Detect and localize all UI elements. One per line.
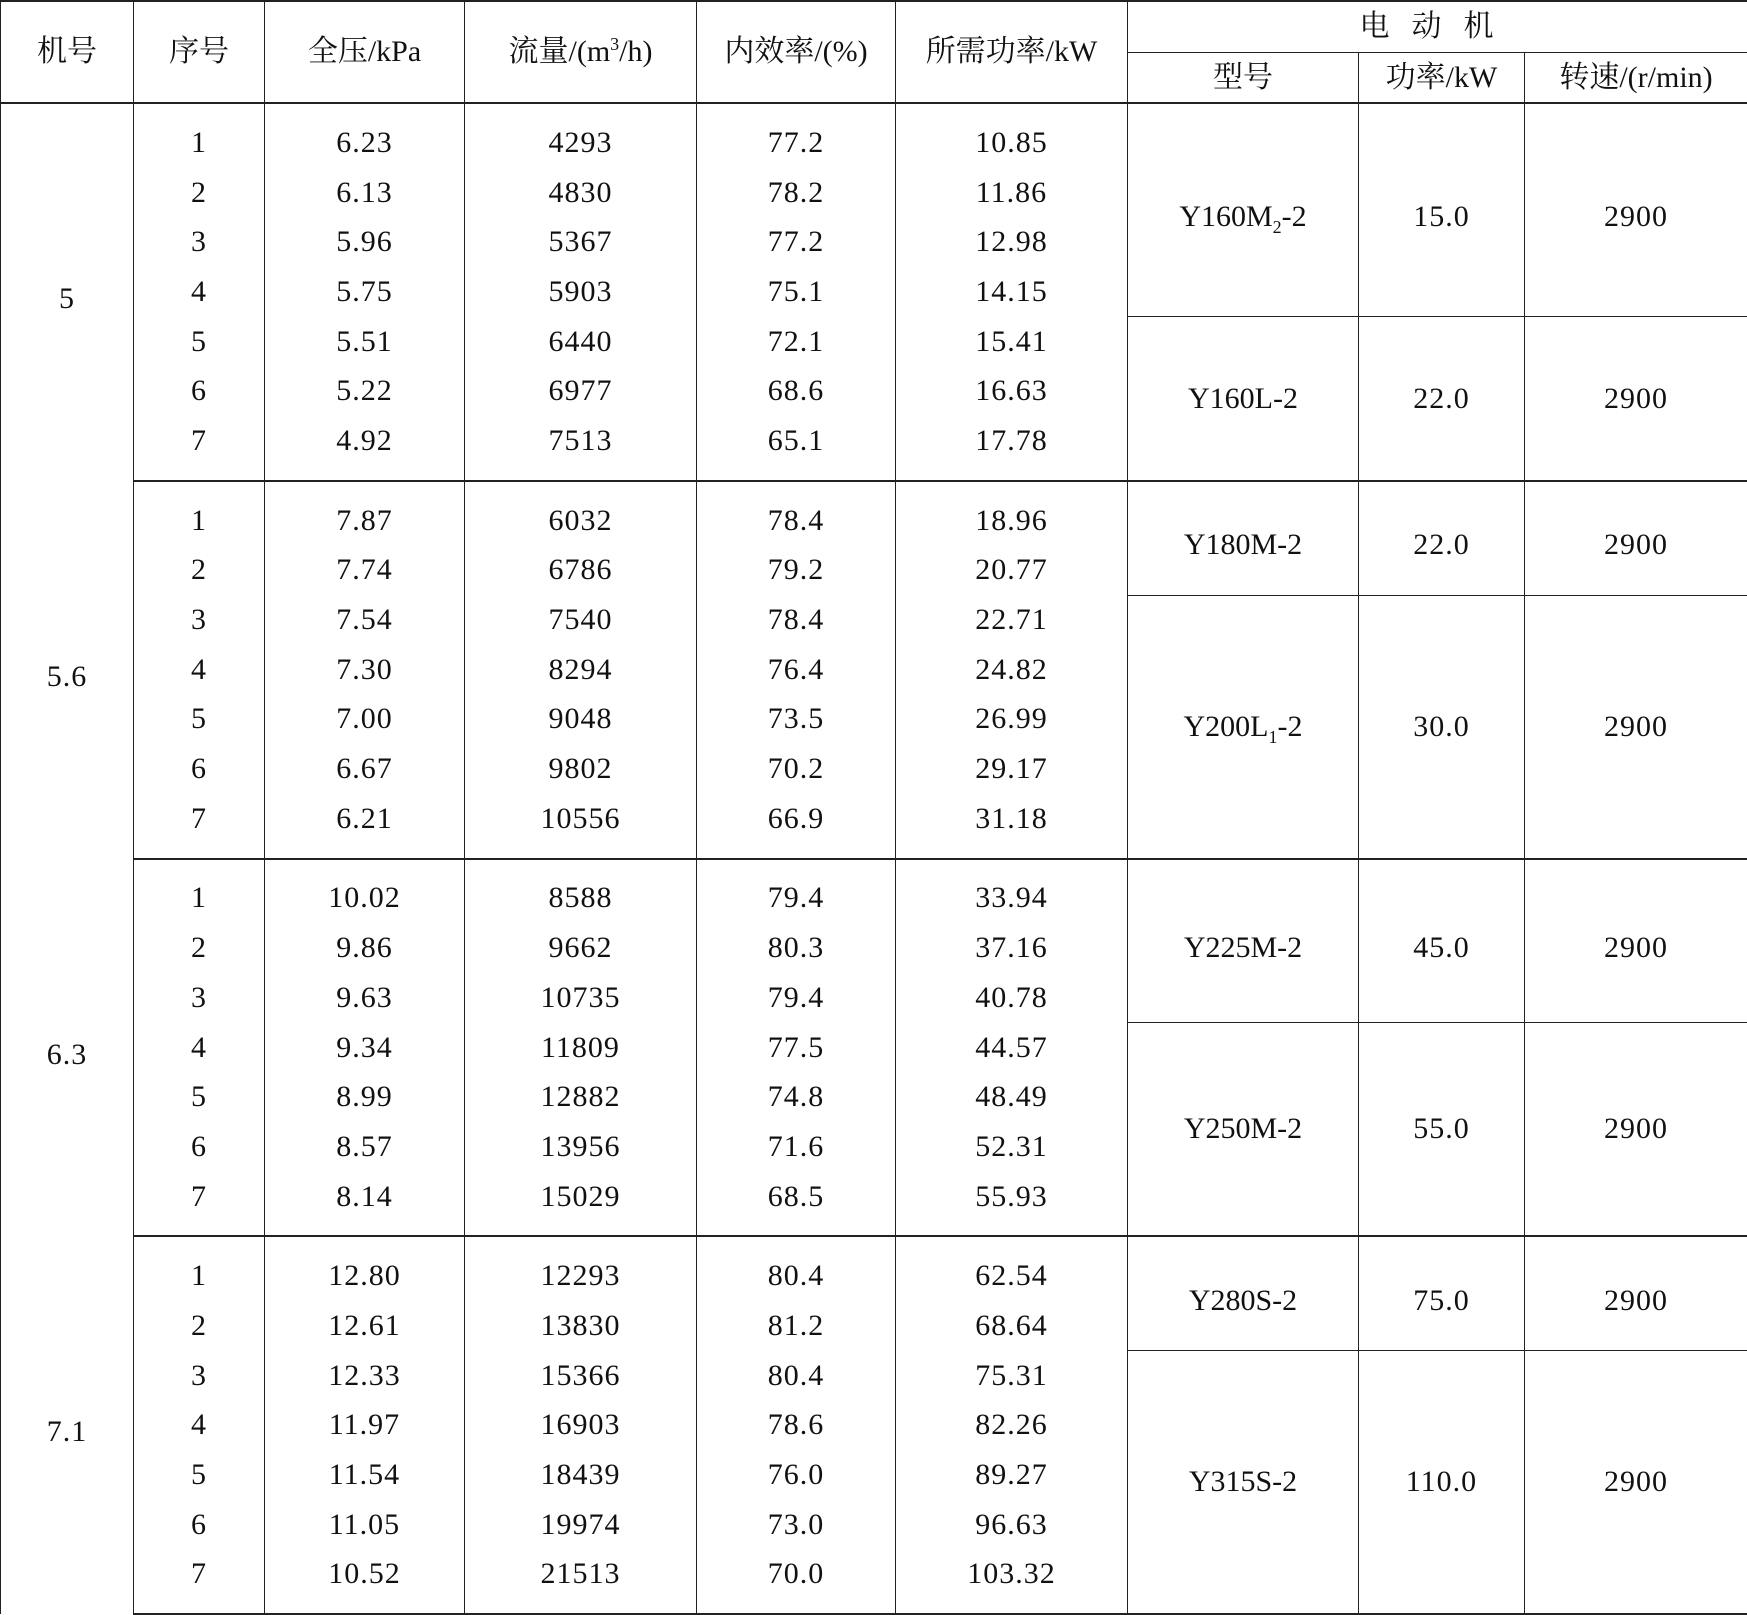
cell-efficiency: 79.4: [697, 973, 896, 1023]
cell-power-required: 20.77: [896, 546, 1128, 596]
cell-flow: 21513: [465, 1550, 697, 1615]
cell-seq: 7: [134, 1172, 265, 1237]
cell-efficiency: 81.2: [697, 1301, 896, 1351]
cell-motor-model: [1128, 1236, 1359, 1350]
cell-seq: 6: [134, 1122, 265, 1172]
cell-efficiency: 77.2: [697, 103, 896, 168]
cell-flow: 16903: [465, 1401, 697, 1451]
cell-motor-power: 15.0: [1359, 103, 1525, 317]
header-motor-model: 型号: [1128, 53, 1359, 104]
cell-seq: 2: [134, 168, 265, 218]
cell-seq: 1: [134, 859, 265, 924]
motor-model-text: Y250M-2: [1184, 1112, 1302, 1145]
cell-efficiency: 71.6: [697, 1122, 896, 1172]
cell-total-pressure: 11.97: [265, 1401, 465, 1451]
cell-motor-model: [1128, 1351, 1359, 1614]
motor-model-text: Y200L: [1184, 710, 1269, 743]
cell-seq: 5: [134, 1072, 265, 1122]
cell-motor-speed: 2900: [1525, 1236, 1747, 1350]
cell-flow: 10735: [465, 973, 697, 1023]
cell-flow: 12882: [465, 1072, 697, 1122]
cell-motor-speed: 2900: [1525, 1351, 1747, 1614]
cell-flow: 13830: [465, 1301, 697, 1351]
header-total-pressure: 全压/kPa: [265, 1, 465, 103]
cell-total-pressure: 9.34: [265, 1023, 465, 1073]
motor-model-text: Y225M-2: [1184, 931, 1302, 964]
cell-total-pressure: 7.74: [265, 546, 465, 596]
cell-efficiency: 76.0: [697, 1450, 896, 1500]
cell-total-pressure: 4.92: [265, 416, 465, 481]
cell-flow: 10556: [465, 794, 697, 859]
cell-power-required: 44.57: [896, 1023, 1128, 1073]
cell-power-required: 33.94: [896, 859, 1128, 924]
motor-model-text: Y280S-2: [1189, 1284, 1297, 1317]
cell-power-required: 31.18: [896, 794, 1128, 859]
cell-efficiency: 79.4: [697, 859, 896, 924]
cell-power-required: 103.32: [896, 1550, 1128, 1615]
header-flow-sup: 3: [610, 34, 619, 54]
cell-seq: 5: [134, 1450, 265, 1500]
cell-seq: 6: [134, 366, 265, 416]
cell-motor-model: [1128, 317, 1359, 481]
table-row: [1, 1023, 1747, 1073]
cell-seq: 2: [134, 546, 265, 596]
cell-seq: 6: [134, 1500, 265, 1550]
cell-efficiency: 74.8: [697, 1072, 896, 1122]
cell-power-required: 96.63: [896, 1500, 1128, 1550]
cell-seq: 4: [134, 1401, 265, 1451]
table-header: [1, 1, 1747, 103]
cell-seq: 7: [134, 416, 265, 481]
cell-total-pressure: 6.21: [265, 794, 465, 859]
motor-model-text: Y160L-2: [1188, 382, 1298, 415]
cell-motor-speed: 2900: [1525, 595, 1747, 858]
cell-power-required: 68.64: [896, 1301, 1128, 1351]
cell-motor-speed: 2900: [1525, 859, 1747, 1023]
cell-flow: 6032: [465, 481, 697, 546]
cell-total-pressure: 9.63: [265, 973, 465, 1023]
cell-flow: 4293: [465, 103, 697, 168]
cell-power-required: 52.31: [896, 1122, 1128, 1172]
cell-motor-model: [1128, 1023, 1359, 1237]
cell-seq: 1: [134, 103, 265, 168]
cell-total-pressure: 7.30: [265, 645, 465, 695]
cell-total-pressure: 7.87: [265, 481, 465, 546]
cell-power-required: 29.17: [896, 744, 1128, 794]
cell-total-pressure: 5.51: [265, 317, 465, 367]
cell-power-required: 22.71: [896, 595, 1128, 645]
cell-flow: 6977: [465, 366, 697, 416]
cell-flow: 12293: [465, 1236, 697, 1301]
cell-efficiency: 80.3: [697, 923, 896, 973]
cell-flow: 18439: [465, 1450, 697, 1500]
cell-motor-model: [1128, 595, 1359, 858]
cell-power-required: 89.27: [896, 1450, 1128, 1500]
cell-total-pressure: 12.61: [265, 1301, 465, 1351]
cell-seq: 4: [134, 267, 265, 317]
cell-flow: 6786: [465, 546, 697, 596]
cell-efficiency: 79.2: [697, 546, 896, 596]
cell-seq: 4: [134, 1023, 265, 1073]
cell-efficiency: 78.2: [697, 168, 896, 218]
header-flow-text: 流量/(m: [509, 35, 611, 68]
table-row: [1, 859, 1747, 924]
cell-seq: 3: [134, 595, 265, 645]
cell-efficiency: 78.4: [697, 481, 896, 546]
table-row: [1, 317, 1747, 367]
cell-power-required: 24.82: [896, 645, 1128, 695]
cell-efficiency: 68.6: [697, 366, 896, 416]
cell-machine-no: 5.6: [1, 481, 134, 859]
table-row: [1, 595, 1747, 645]
cell-total-pressure: 6.23: [265, 103, 465, 168]
cell-seq: 3: [134, 973, 265, 1023]
header-flow-unit: /h): [619, 35, 652, 68]
cell-machine-no: 5: [1, 103, 134, 481]
cell-flow: 4830: [465, 168, 697, 218]
cell-power-required: 10.85: [896, 103, 1128, 168]
cell-total-pressure: 10.02: [265, 859, 465, 924]
cell-efficiency: 70.2: [697, 744, 896, 794]
cell-motor-power: 110.0: [1359, 1351, 1525, 1614]
header-efficiency: 内效率/(%): [697, 1, 896, 103]
cell-flow: 9662: [465, 923, 697, 973]
cell-seq: 7: [134, 794, 265, 859]
motor-model-subscript: 2: [1273, 217, 1282, 237]
header-seq: 序号: [134, 1, 265, 103]
header-power-required: 所需功率/kW: [896, 1, 1128, 103]
cell-motor-power: 45.0: [1359, 859, 1525, 1023]
cell-machine-no: 6.3: [1, 859, 134, 1237]
table-row: [1, 1351, 1747, 1401]
cell-power-required: 75.31: [896, 1351, 1128, 1401]
header-motor-group: 电动机: [1128, 1, 1747, 53]
cell-power-required: 12.98: [896, 217, 1128, 267]
cell-flow: 15029: [465, 1172, 697, 1237]
motor-model-subscript: 1: [1269, 727, 1278, 747]
header-motor-speed: 转速/(r/min): [1525, 53, 1747, 104]
cell-efficiency: 80.4: [697, 1351, 896, 1401]
cell-efficiency: 77.5: [697, 1023, 896, 1073]
cell-total-pressure: 11.05: [265, 1500, 465, 1550]
cell-flow: 13956: [465, 1122, 697, 1172]
cell-efficiency: 78.6: [697, 1401, 896, 1451]
cell-power-required: 11.86: [896, 168, 1128, 218]
cell-efficiency: 76.4: [697, 645, 896, 695]
cell-motor-power: 22.0: [1359, 481, 1525, 595]
cell-seq: 4: [134, 645, 265, 695]
cell-motor-model: [1128, 103, 1359, 317]
motor-model-suffix: -2: [1278, 710, 1303, 743]
cell-efficiency: 75.1: [697, 267, 896, 317]
cell-seq: 2: [134, 923, 265, 973]
cell-total-pressure: 5.96: [265, 217, 465, 267]
cell-power-required: 82.26: [896, 1401, 1128, 1451]
cell-total-pressure: 7.00: [265, 695, 465, 745]
cell-seq: 7: [134, 1550, 265, 1615]
cell-power-required: 26.99: [896, 695, 1128, 745]
cell-efficiency: 77.2: [697, 217, 896, 267]
cell-total-pressure: 6.13: [265, 168, 465, 218]
cell-power-required: 55.93: [896, 1172, 1128, 1237]
cell-efficiency: 78.4: [697, 595, 896, 645]
cell-total-pressure: 7.54: [265, 595, 465, 645]
cell-seq: 1: [134, 481, 265, 546]
motor-model-text: Y160M: [1179, 200, 1272, 233]
cell-efficiency: 73.0: [697, 1500, 896, 1550]
header-machine-no: 机号: [1, 1, 134, 103]
cell-motor-model: [1128, 481, 1359, 595]
cell-total-pressure: 6.67: [265, 744, 465, 794]
cell-flow: 19974: [465, 1500, 697, 1550]
cell-motor-speed: 2900: [1525, 317, 1747, 481]
cell-power-required: 15.41: [896, 317, 1128, 367]
cell-efficiency: 66.9: [697, 794, 896, 859]
cell-total-pressure: 8.99: [265, 1072, 465, 1122]
cell-motor-power: 55.0: [1359, 1023, 1525, 1237]
cell-flow: 8294: [465, 645, 697, 695]
cell-power-required: 40.78: [896, 973, 1128, 1023]
cell-flow: 7540: [465, 595, 697, 645]
cell-motor-speed: 2900: [1525, 1023, 1747, 1237]
cell-seq: 5: [134, 695, 265, 745]
cell-total-pressure: 8.57: [265, 1122, 465, 1172]
cell-power-required: 17.78: [896, 416, 1128, 481]
cell-flow: 9048: [465, 695, 697, 745]
cell-seq: 2: [134, 1301, 265, 1351]
cell-power-required: 37.16: [896, 923, 1128, 973]
cell-motor-speed: 2900: [1525, 103, 1747, 317]
cell-flow: 5903: [465, 267, 697, 317]
cell-total-pressure: 12.33: [265, 1351, 465, 1401]
cell-power-required: 18.96: [896, 481, 1128, 546]
cell-total-pressure: 8.14: [265, 1172, 465, 1237]
cell-efficiency: 72.1: [697, 317, 896, 367]
cell-motor-speed: 2900: [1525, 481, 1747, 595]
cell-total-pressure: 5.75: [265, 267, 465, 317]
cell-power-required: 14.15: [896, 267, 1128, 317]
motor-model-text: Y315S-2: [1189, 1465, 1297, 1498]
cell-seq: 1: [134, 1236, 265, 1301]
cell-seq: 3: [134, 1351, 265, 1401]
cell-machine-no: 7.1: [1, 1236, 134, 1614]
cell-total-pressure: 5.22: [265, 366, 465, 416]
cell-motor-power: 22.0: [1359, 317, 1525, 481]
cell-motor-model: [1128, 859, 1359, 1023]
cell-seq: 5: [134, 317, 265, 367]
cell-motor-power: 30.0: [1359, 595, 1525, 858]
cell-flow: 15366: [465, 1351, 697, 1401]
cell-total-pressure: 11.54: [265, 1450, 465, 1500]
motor-model-text: Y180M-2: [1184, 528, 1302, 561]
cell-efficiency: 70.0: [697, 1550, 896, 1615]
table-row: [1, 103, 1747, 168]
cell-total-pressure: 10.52: [265, 1550, 465, 1615]
cell-seq: 3: [134, 217, 265, 267]
table-body: [1, 103, 1747, 1614]
header-flow: [465, 1, 697, 103]
cell-power-required: 48.49: [896, 1072, 1128, 1122]
cell-flow: 5367: [465, 217, 697, 267]
table-row: [1, 481, 1747, 546]
header-motor-power: 功率/kW: [1359, 53, 1525, 104]
cell-seq: 6: [134, 744, 265, 794]
cell-motor-power: 75.0: [1359, 1236, 1525, 1350]
cell-power-required: 62.54: [896, 1236, 1128, 1301]
cell-flow: 6440: [465, 317, 697, 367]
cell-power-required: 16.63: [896, 366, 1128, 416]
cell-flow: 9802: [465, 744, 697, 794]
cell-efficiency: 65.1: [697, 416, 896, 481]
cell-flow: 8588: [465, 859, 697, 924]
cell-flow: 7513: [465, 416, 697, 481]
table-row: [1, 1236, 1747, 1301]
cell-efficiency: 68.5: [697, 1172, 896, 1237]
motor-model-suffix: -2: [1282, 200, 1307, 233]
cell-efficiency: 80.4: [697, 1236, 896, 1301]
cell-flow: 11809: [465, 1023, 697, 1073]
cell-total-pressure: 9.86: [265, 923, 465, 973]
cell-efficiency: 73.5: [697, 695, 896, 745]
cell-total-pressure: 12.80: [265, 1236, 465, 1301]
